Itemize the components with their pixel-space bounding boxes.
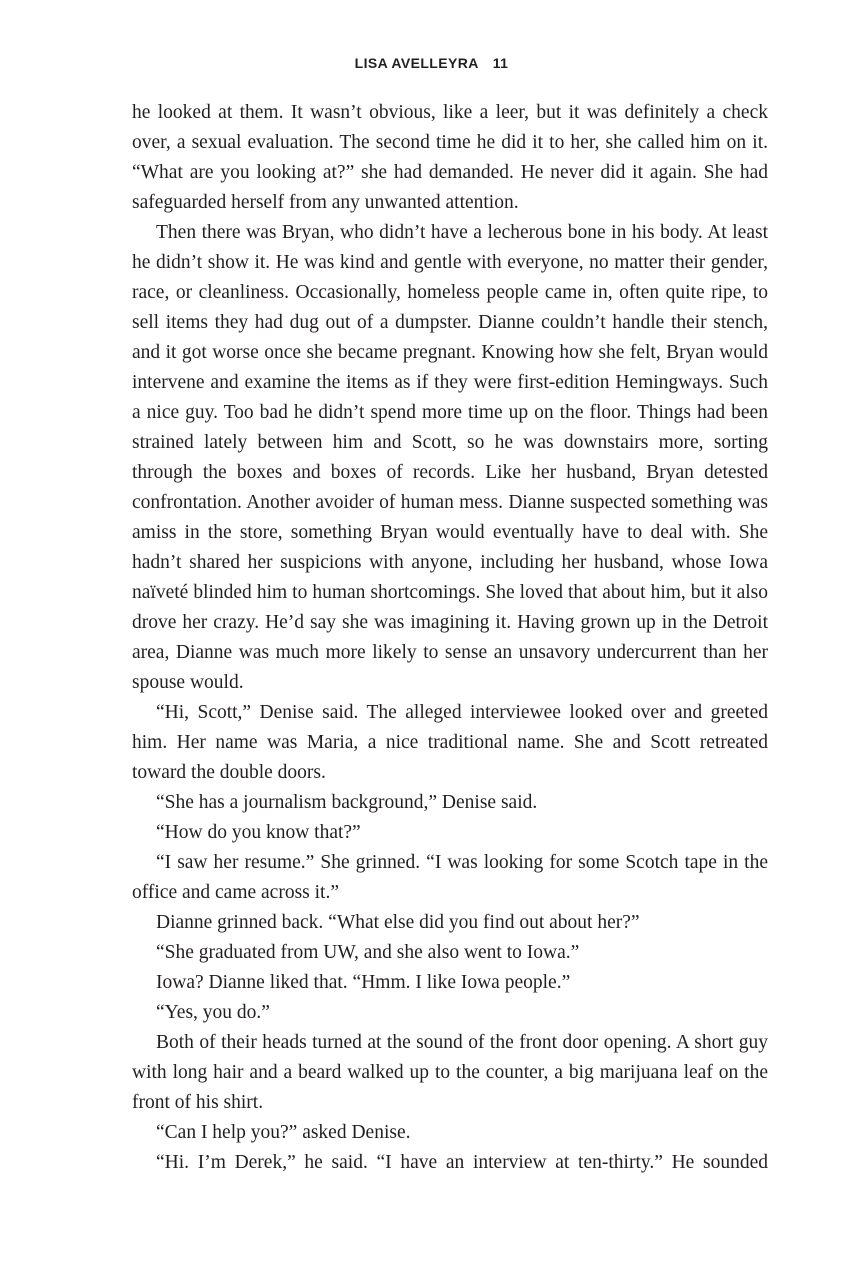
paragraph: “How do you know that?” xyxy=(156,822,361,843)
paragraph: “She graduated from UW, and she also went to Iowa.” xyxy=(156,942,580,963)
paragraph: “Can I help you?” asked Denise. xyxy=(156,1122,411,1143)
page-number: 11 xyxy=(492,55,509,71)
paragraph: “She has a journalism background,” Denise said. xyxy=(156,792,538,813)
paragraph: “Yes, you do.” xyxy=(156,1002,270,1023)
paragraph: “Hi, Scott,” Denise said. The alleged interviewee looked over and greeted him. Her name was Maria, a nice traditional name. She and Scott retreated toward the double doors. xyxy=(132,702,768,783)
paragraph: Both of their heads turned at the sound of the front door opening. A short guy with long hair and a beard walked up to the counter, a big marijuana leaf on the front of his shirt. xyxy=(132,1032,768,1113)
paragraph: “I saw her resume.” She grinned. “I was looking for some Scotch tape in the office and came across it.” xyxy=(132,852,768,903)
paragraph: Then there was Bryan, who didn’t have a lecherous bone in his body. At least he didn’t show it. He was kind and gentle with everyone, no matter their gender, race, or cleanliness. Occasionally, homeless people came in, often quite ripe, to sell items they had dug out of a dumpster. Dianne couldn’t handle their stench, and it got worse once she became pregnant. Knowing how she felt, Bryan would intervene and examine the items as if they were first-edition Hemingways. Such a nice guy. Too bad he didn’t spend more time up on the floor. Things had been strained lately between him and Scott, so he was downstairs more, sorting through the boxes and boxes of records. Like her husband, Bryan detested confrontation. Another avoider of human mess. Dianne suspected something was amiss in the store, something Bryan would eventually have to deal with. She hadn’t shared her suspicions with anyone, including her husband, whose Iowa naïveté blinded him to human shortcomings. She loved that about him, but it also drove her crazy. He’d say she was imagining it. Having grown up in the Detroit area, Dianne was much more likely to sense an unsavory undercurrent than her spouse would. xyxy=(132,222,768,693)
paragraph: Iowa? Dianne liked that. “Hmm. I like Iowa people.” xyxy=(156,972,571,993)
running-head-author: LISA AVELLEYRA xyxy=(354,55,479,71)
running-head xyxy=(0,55,863,71)
paragraph-continued: he looked at them. It wasn’t obvious, like a leer, but it was definitely a check over, a sexual evaluation. The second time he did it to her, she called him on it. “What are you looking at?” she had demanded. He never did it again. She had safeguarded herself from any unwanted attention. xyxy=(132,102,768,213)
paragraph-continues: “Hi. I’m Derek,” he said. “I have an interview at ten-thirty.” He sounded xyxy=(156,1152,768,1173)
body-text xyxy=(132,98,768,1178)
paragraph: Dianne grinned back. “What else did you find out about her?” xyxy=(156,912,640,933)
